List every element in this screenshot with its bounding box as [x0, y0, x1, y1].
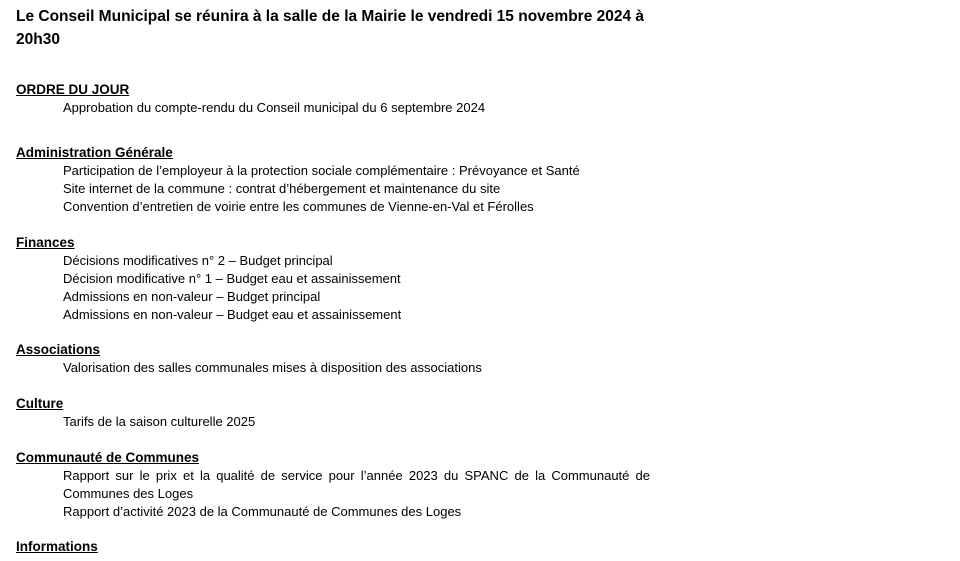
section-culture — [16, 395, 656, 431]
list-item: Décisions modificatives n° 2 – Budget principal — [63, 253, 333, 268]
page-title: Le Conseil Municipal se réunira à la salle de la Mairie le vendredi 15 novembre 2024 à 20h30 — [16, 8, 645, 48]
list-item: Convention d’entretien de voirie entre les communes de Vienne-en-Val et Férolles — [63, 199, 534, 214]
section-heading: Communauté de Communes — [16, 450, 200, 465]
list-item: Approbation du compte-rendu du Conseil municipal du 6 septembre 2024 — [63, 100, 486, 115]
list-item: Rapport sur le prix et la qualité de service pour l’année 2023 du SPANC de la Communauté de Communes des Loges — [63, 468, 650, 501]
list-item: Rapport d’activité 2023 de la Communauté de Communes des Loges — [63, 504, 462, 519]
section-heading: Culture — [16, 396, 64, 411]
list-item: Admissions en non-valeur – Budget principal — [63, 289, 321, 304]
section-communaute-de-communes — [16, 449, 656, 521]
section-heading: Associations — [16, 342, 101, 357]
list-item: Admissions en non-valeur – Budget eau et assainissement — [63, 307, 402, 322]
section-heading: ORDRE DU JOUR — [16, 82, 130, 97]
section-ordre-du-jour — [16, 81, 656, 117]
section-heading: Administration Générale — [16, 145, 173, 160]
section-associations — [16, 341, 656, 377]
list-item: Valorisation des salles communales mises à disposition des associations — [63, 360, 482, 375]
section-heading: Finances — [16, 235, 75, 250]
list-item: Décision modificative n° 1 – Budget eau et assainissement — [63, 271, 401, 286]
section-informations — [16, 538, 656, 556]
list-item: Tarifs de la saison culturelle 2025 — [63, 414, 256, 429]
list-item: Participation de l’employeur à la protection sociale complémentaire : Prévoyance et Santé — [63, 163, 580, 178]
list-item: Site internet de la commune : contrat d’hébergement et maintenance du site — [63, 181, 501, 196]
section-administration-generale — [16, 144, 656, 216]
document-body — [16, 5, 656, 554]
section-finances — [16, 234, 656, 324]
section-heading: Informations — [16, 539, 98, 554]
